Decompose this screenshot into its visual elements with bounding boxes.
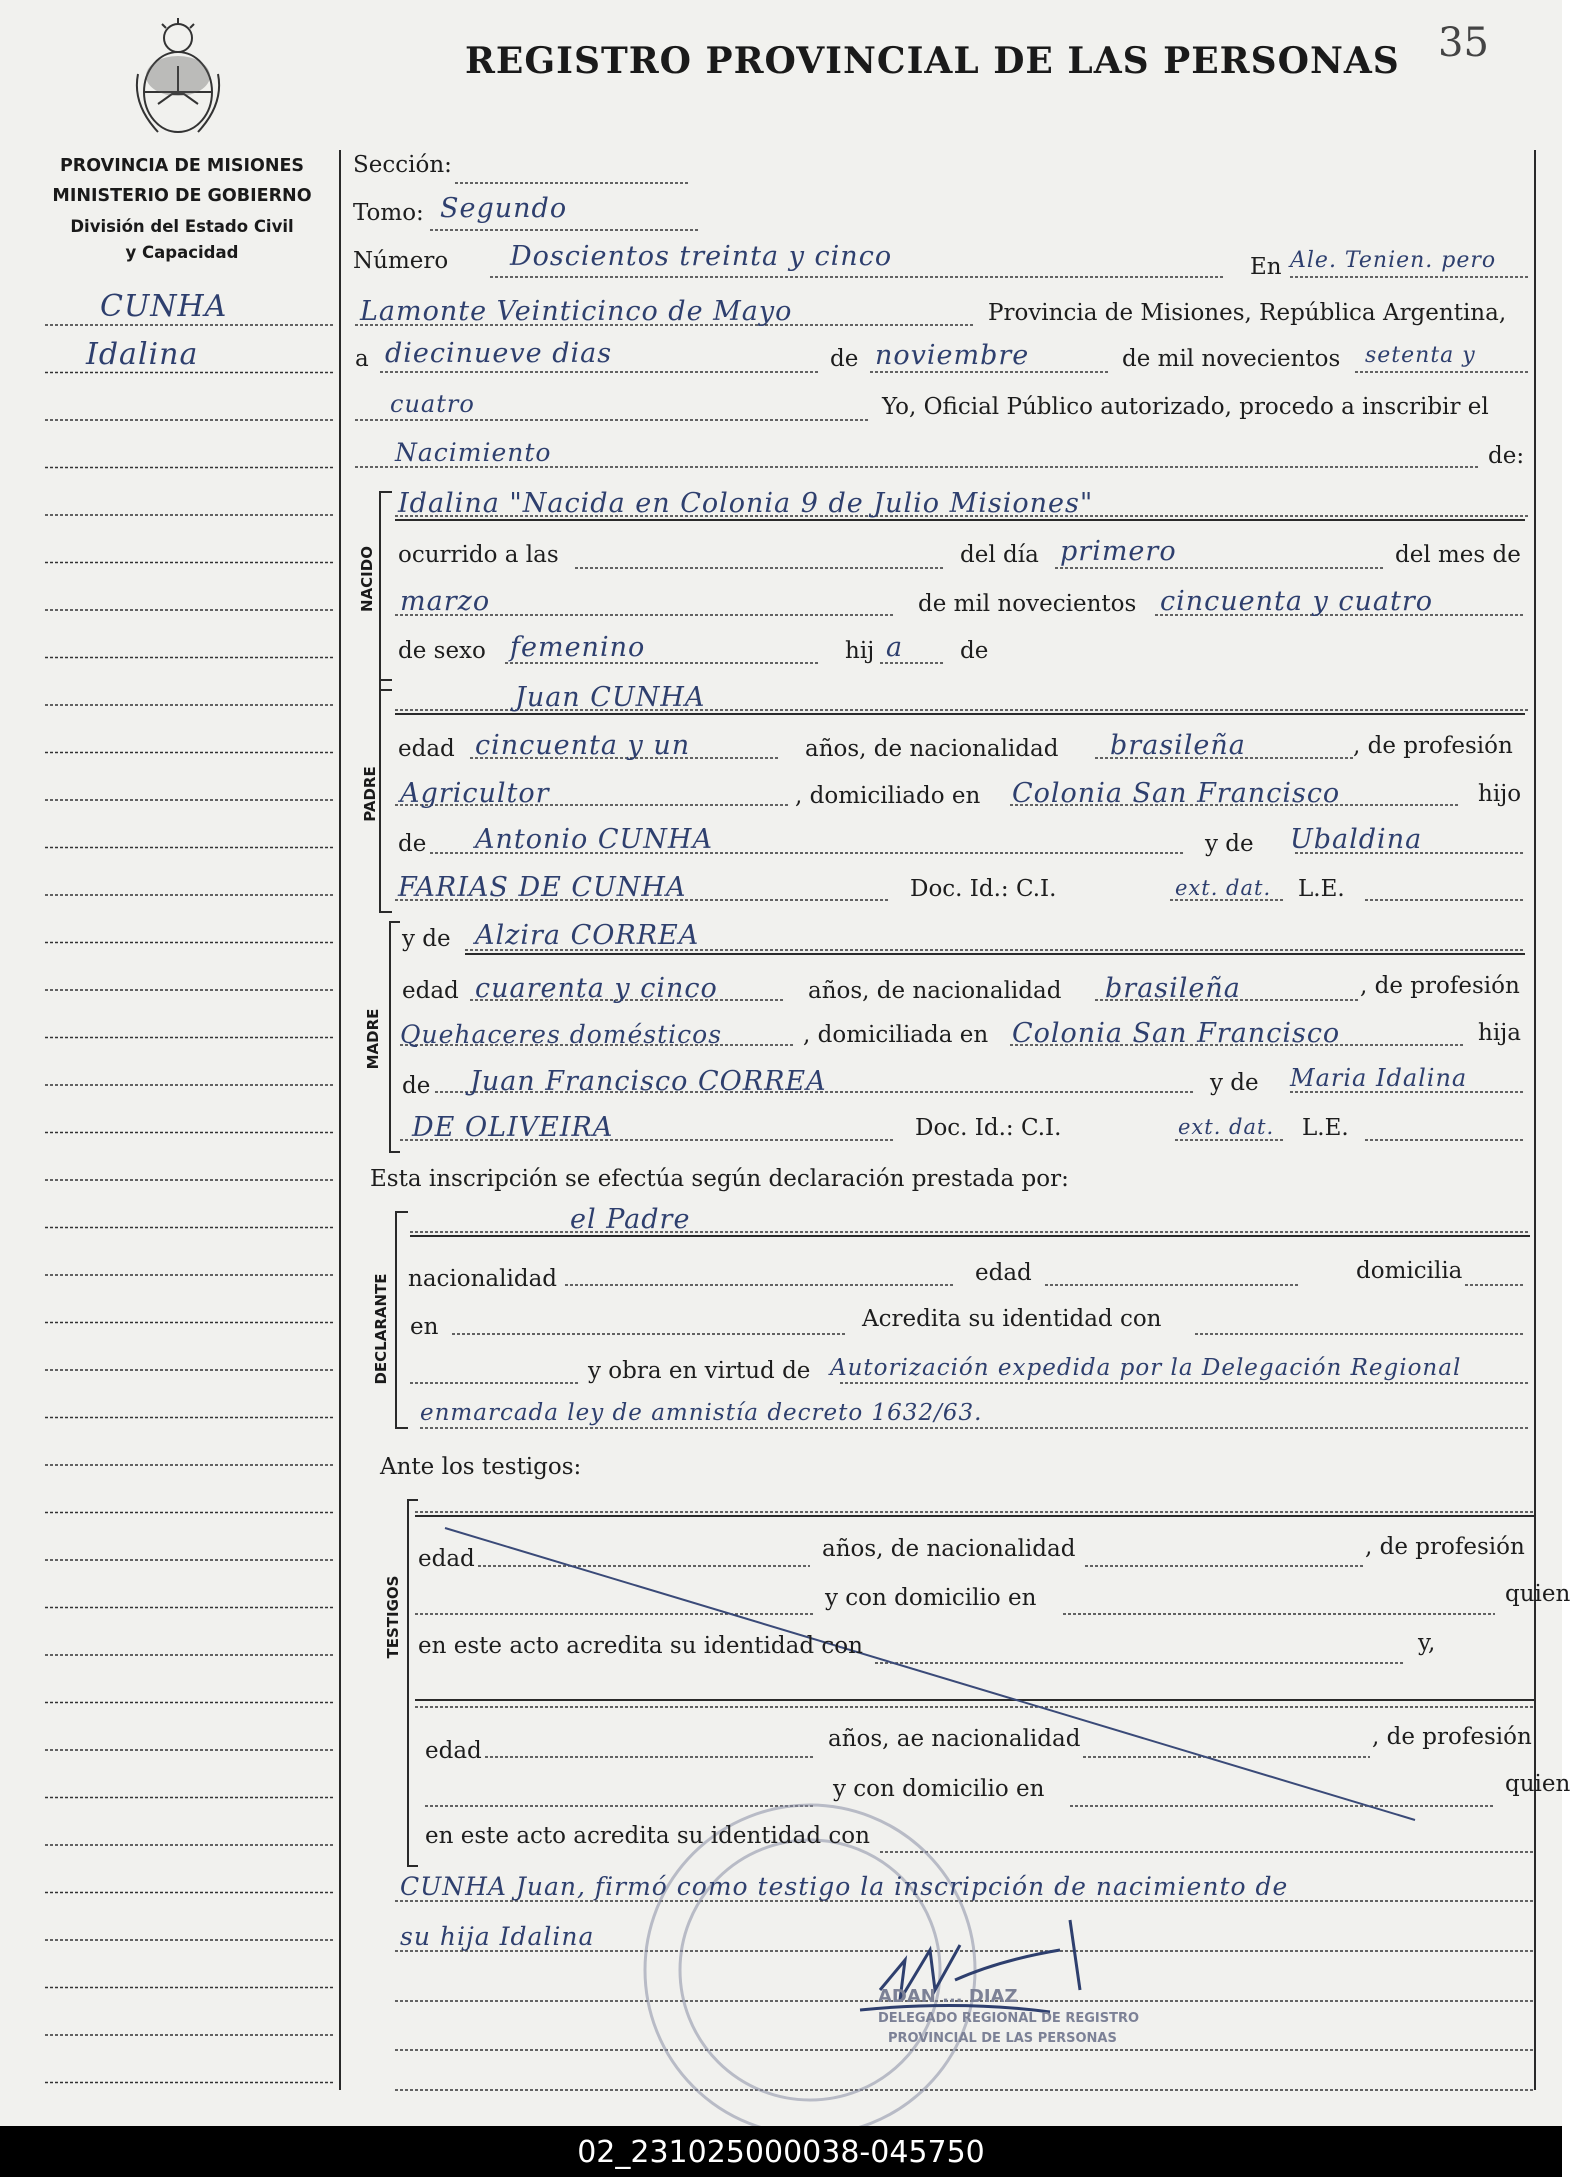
- label-hija: hija: [1478, 1020, 1522, 1046]
- label-testigo1-nacionalidad: años, de nacionalidad: [822, 1536, 1076, 1562]
- value-obra-line1: Autorización expedida por la Delegación Regional: [830, 1355, 1462, 1381]
- label-ocurrido: ocurrido a las: [398, 542, 559, 568]
- label-acredita: Acredita su identidad con: [862, 1306, 1162, 1332]
- label-hij: hij: [845, 638, 875, 664]
- label-testigo1-y: y,: [1418, 1630, 1436, 1656]
- value-obra-line2: enmarcada ley de amnistía decreto 1632/63.: [420, 1400, 983, 1426]
- label-tomo: Tomo:: [353, 200, 424, 226]
- label-testigo2-profesion: , de profesión: [1372, 1724, 1532, 1750]
- label-de-mes: de: [830, 346, 859, 372]
- value-sexo: femenino: [510, 632, 646, 663]
- label-testigo2-domicilio: y con domicilio en: [833, 1776, 1045, 1802]
- label-madre-le: L.E.: [1302, 1115, 1349, 1141]
- section-label-declarante: DECLARANTE: [372, 1273, 390, 1385]
- label-ante-testigos: Ante los testigos:: [380, 1454, 582, 1480]
- section-label-testigos: TESTIGOS: [384, 1575, 402, 1659]
- label-madre-doc: Doc. Id.: C.I.: [915, 1115, 1062, 1141]
- label-testigo2-nacionalidad: años, ae nacionalidad: [828, 1726, 1081, 1752]
- label-padre-doc: Doc. Id.: C.I.: [910, 876, 1057, 902]
- stamp-role-line1: DELEGADO REGIONAL DE REGISTRO: [878, 2011, 1140, 2026]
- stamp-role-line2: PROVINCIAL DE LAS PERSONAS: [888, 2031, 1117, 2046]
- value-madre-madre-line2: DE OLIVEIRA: [412, 1112, 614, 1143]
- label-hijo: hijo: [1478, 781, 1522, 807]
- value-padre-nombre: Juan CUNHA: [515, 682, 706, 713]
- document-title: REGISTRO PROVINCIAL DE LAS PERSONAS: [465, 40, 1400, 82]
- label-padre-y-de: y de: [1205, 831, 1254, 857]
- label-testigo1-edad: edad: [418, 1546, 475, 1572]
- label-provincia: Provincia de Misiones, República Argentina,: [988, 300, 1507, 326]
- footer-bar: [0, 2126, 1562, 2177]
- value-inscribir: Nacimiento: [395, 438, 552, 467]
- label-domiciliado: , domiciliado en: [795, 783, 981, 809]
- value-padre-domicilio: Colonia San Francisco: [1012, 778, 1341, 809]
- value-madre-profesion: Quehaceres domésticos: [400, 1020, 723, 1049]
- value-declarante: el Padre: [570, 1204, 691, 1235]
- value-padre-nac: brasileña: [1110, 730, 1246, 761]
- value-dia: primero: [1060, 536, 1177, 567]
- value-madre-nombre: Alzira CORREA: [475, 920, 700, 951]
- value-madre-domicilio: Colonia San Francisco: [1012, 1018, 1341, 1049]
- label-del-dia: del día: [960, 542, 1039, 568]
- authority-line-division: División del Estado Civil: [70, 217, 294, 236]
- value-mes-nac: marzo: [400, 586, 491, 617]
- label-testigo2-edad: edad: [425, 1738, 482, 1764]
- value-padre-ci: ext. dat.: [1175, 876, 1272, 900]
- label-padre-de: de: [398, 831, 427, 857]
- value-nacido-nombre: Idalina "Nacida en Colonia 9 de Julio Misiones": [398, 488, 1094, 519]
- value-padre-madre-line2: FARIAS DE CUNHA: [398, 872, 687, 903]
- label-a: a: [355, 346, 369, 372]
- label-declarante-nacionalidad: nacionalidad: [408, 1266, 558, 1292]
- value-hij-suffix: a: [886, 632, 904, 663]
- label-madre-edad: edad: [402, 978, 459, 1004]
- label-esta-inscripcion: Esta inscripción se efectúa según declaración prestada por:: [370, 1166, 1069, 1192]
- label-yo-oficial: Yo, Oficial Público autorizado, procedo a inscribir el: [882, 394, 1489, 420]
- label-padre-profesion: , de profesión: [1353, 733, 1513, 759]
- sidebar-given-name: Idalina: [86, 337, 199, 372]
- value-nota-line2: su hija Idalina: [400, 1922, 595, 1951]
- label-testigo1-domicilio: y con domicilio en: [825, 1585, 1037, 1611]
- label-testigo2-acredita: en este acto acredita su identidad con: [425, 1823, 870, 1849]
- label-de-mil-nac: de mil novecientos: [918, 591, 1137, 617]
- value-padre-padre: Antonio CUNHA: [475, 824, 713, 855]
- label-testigo1-quien: quien: [1505, 1581, 1570, 1607]
- label-testigo2-quien: quien: [1505, 1771, 1570, 1797]
- label-domiciliada: , domiciliada en: [803, 1022, 989, 1048]
- label-de-hij: de: [960, 638, 989, 664]
- label-testigo1-acredita: en este acto acredita su identidad con: [418, 1633, 863, 1659]
- label-numero: Número: [353, 248, 449, 274]
- stamp-name: ADAN ... DIAZ: [878, 1986, 1018, 2007]
- section-label-nacido: NACIDO: [358, 546, 376, 612]
- label-de-sexo: de sexo: [398, 638, 486, 664]
- value-padre-madre-line1: Ubaldina: [1290, 824, 1423, 855]
- section-label-padre: PADRE: [361, 766, 379, 822]
- value-padre-edad: cincuenta y un: [475, 730, 691, 761]
- label-del-mes: del mes de: [1395, 542, 1521, 568]
- label-declarante-domicilia: domicilia: [1356, 1258, 1463, 1284]
- label-padre-le: L.E.: [1298, 876, 1345, 902]
- label-de-mil-novecientos: de mil novecientos: [1122, 346, 1341, 372]
- label-declarante-edad: edad: [975, 1260, 1032, 1286]
- label-madre-nacionalidad: años, de nacionalidad: [808, 978, 1062, 1004]
- label-madre-y-de2: y de: [1210, 1070, 1259, 1096]
- value-en-line1: Ale. Tenien. pero: [1290, 248, 1497, 273]
- label-padre-edad: edad: [398, 736, 455, 762]
- authority-line-province: PROVINCIA DE MISIONES: [59, 156, 305, 176]
- value-madre-madre-line1: Maria Idalina: [1290, 1064, 1468, 1092]
- label-de-colon: de:: [1488, 443, 1525, 469]
- value-madre-edad: cuarenta y cinco: [475, 973, 718, 1004]
- value-nota-line1: CUNHA Juan, firmó como testigo la inscripción de nacimiento de: [400, 1872, 1289, 1901]
- authority-line-ministry: MINISTERIO DE GOBIERNO: [52, 186, 312, 206]
- label-madre-y-de: y de: [402, 926, 451, 952]
- label-y-obra: y obra en virtud de: [588, 1358, 811, 1384]
- label-padre-nacionalidad: años, de nacionalidad: [805, 736, 1059, 762]
- label-seccion: Sección:: [353, 152, 452, 178]
- label-en: En: [1250, 254, 1282, 280]
- section-label-madre: MADRE: [364, 1008, 382, 1070]
- authority-line-capacity: y Capacidad: [125, 243, 239, 262]
- value-anio-line1: setenta y: [1365, 343, 1476, 368]
- value-tomo: Segundo: [440, 193, 568, 224]
- value-dias: diecinueve dias: [385, 338, 613, 369]
- value-mes: noviembre: [875, 340, 1030, 371]
- value-padre-profesion: Agricultor: [400, 778, 550, 809]
- value-madre-ci: ext. dat.: [1178, 1115, 1275, 1139]
- label-madre-profesion: , de profesión: [1360, 973, 1520, 999]
- value-anio-line2: cuatro: [390, 390, 475, 418]
- label-declarante-en: en: [410, 1314, 439, 1340]
- value-madre-padre: Juan Francisco CORREA: [470, 1066, 827, 1097]
- page-number: 35: [1438, 20, 1489, 66]
- value-anio-nac: cincuenta y cuatro: [1160, 586, 1434, 617]
- value-en-line2: Lamonte Veinticinco de Mayo: [360, 296, 793, 327]
- file-id-label: 02_231025000038-045750: [577, 2135, 985, 2170]
- sidebar-surname: CUNHA: [100, 289, 228, 324]
- value-madre-nac: brasileña: [1105, 973, 1241, 1004]
- label-madre-de: de: [402, 1073, 431, 1099]
- label-testigo1-profesion: , de profesión: [1365, 1534, 1525, 1560]
- value-numero: Doscientos treinta y cinco: [510, 241, 893, 272]
